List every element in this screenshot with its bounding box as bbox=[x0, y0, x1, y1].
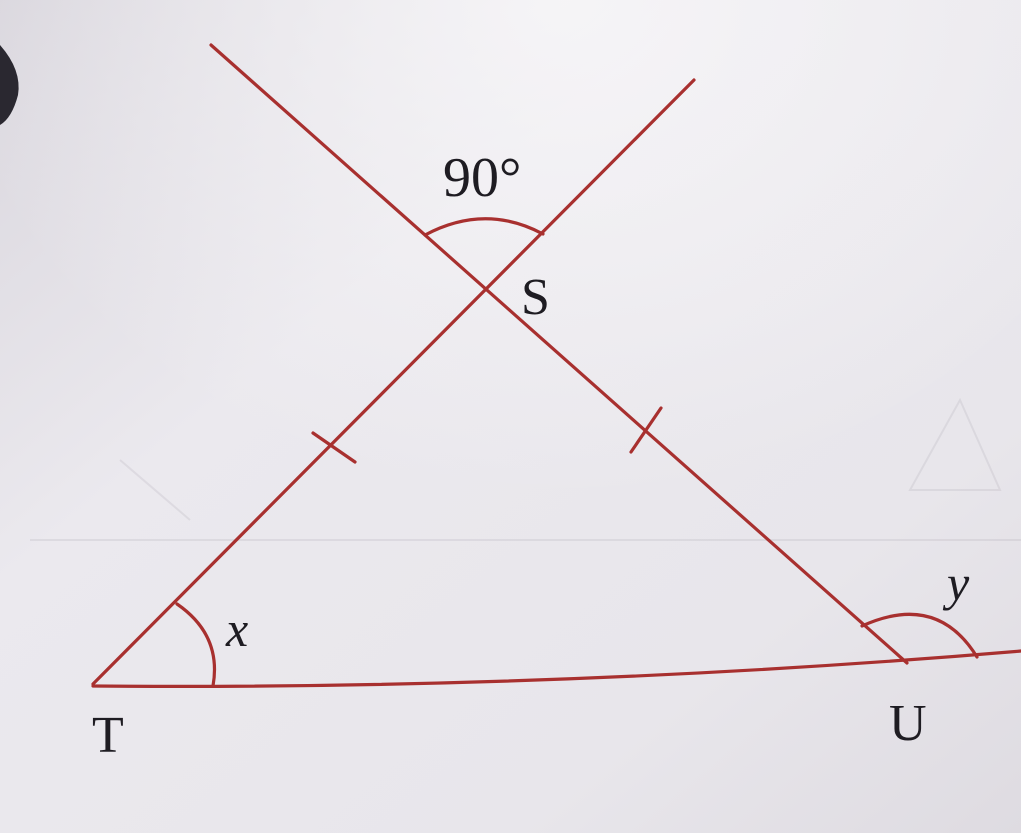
vertex-label-s: S bbox=[521, 269, 550, 326]
vertex-label-t: T bbox=[92, 707, 124, 764]
vertex-label-u: U bbox=[889, 695, 927, 752]
angle-var-y: y bbox=[947, 555, 970, 611]
angle-label-90: 90° bbox=[443, 147, 522, 209]
angle-var-x: x bbox=[226, 601, 249, 657]
